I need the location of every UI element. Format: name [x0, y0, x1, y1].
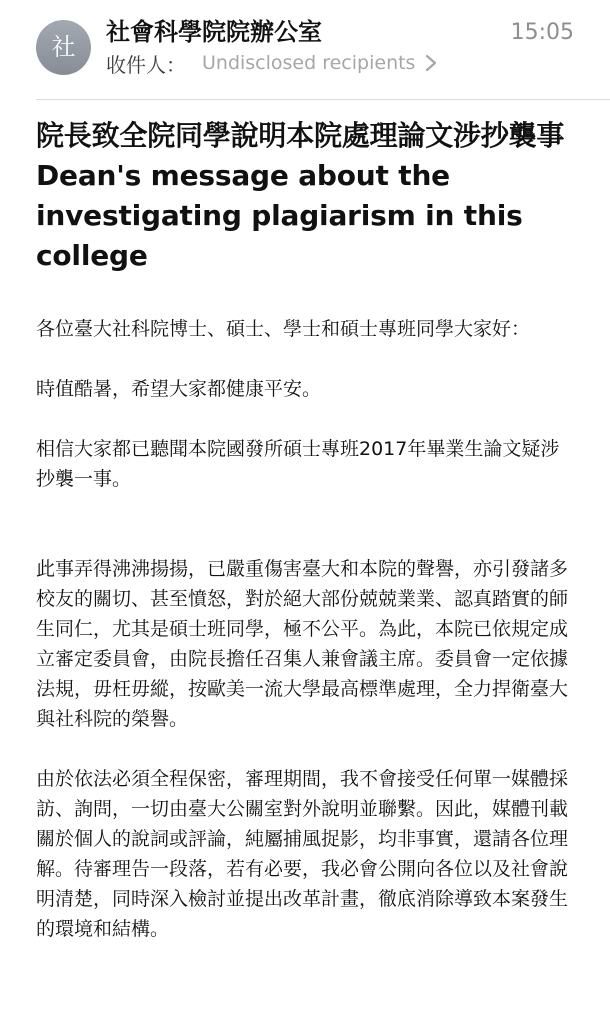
message-subject: 院長致全院同學說明本院處理論文涉抄襲事 Dean's message about the investigating plagiarism in this college — [36, 119, 565, 272]
message-header — [0, 0, 610, 100]
message-body — [36, 314, 576, 944]
sender-name[interactable]: 社會科學院院辦公室 — [106, 18, 322, 46]
message-time: 15:05 — [510, 20, 574, 45]
body-paragraph-awareness: 相信大家都已聽聞本院國發所碩士專班2017年畢業生論文疑涉抄襲一事。 — [36, 438, 560, 490]
body-paragraph-confidential: 由於依法必須全程保密，審理期間，我不會接受任何單一媒體採訪、詢問，一切由臺大公關室對外說明並聯繫。因此，媒體刊載關於個人的說詞或評論，純屬捕風捉影，均非事實，還請各位理解。待審理告一段落，若有必要，我必會公開向各位以及社會說明清楚，同時深入檢討並提出改革計畫，徹底消除導致本案發生的環境和結構。 — [36, 768, 569, 940]
recipients-row[interactable] — [106, 48, 439, 78]
body-paragraph-incident: 此事弄得沸沸揚揚，已嚴重傷害臺大和本院的聲譽，亦引發諸多校友的關切、甚至憤怒，對於絕大部份兢兢業業、認真踏實的師生同仁，尤其是碩士班同學，極不公平。為此，本院已依規定成立審定委員會，由院長擔任召集人兼會議主席。委員會一定依據法規，毋枉毋縱，按歐美一流大學最高標準處理，全力捍衛臺大與社科院的榮譽。 — [36, 558, 569, 730]
sender-avatar[interactable]: 社 — [36, 20, 91, 75]
to-label: 收件人： — [106, 52, 186, 77]
body-paragraph-weather: 時值酷暑，希望大家都健康平安。 — [36, 378, 322, 400]
recipients-value[interactable]: Undisclosed recipients — [202, 52, 416, 74]
header-divider — [36, 99, 610, 100]
chevron-right-icon[interactable] — [423, 53, 439, 73]
body-paragraph-greeting: 各位臺大社科院博士、碩士、學士和碩士專班同學大家好： — [36, 318, 531, 340]
